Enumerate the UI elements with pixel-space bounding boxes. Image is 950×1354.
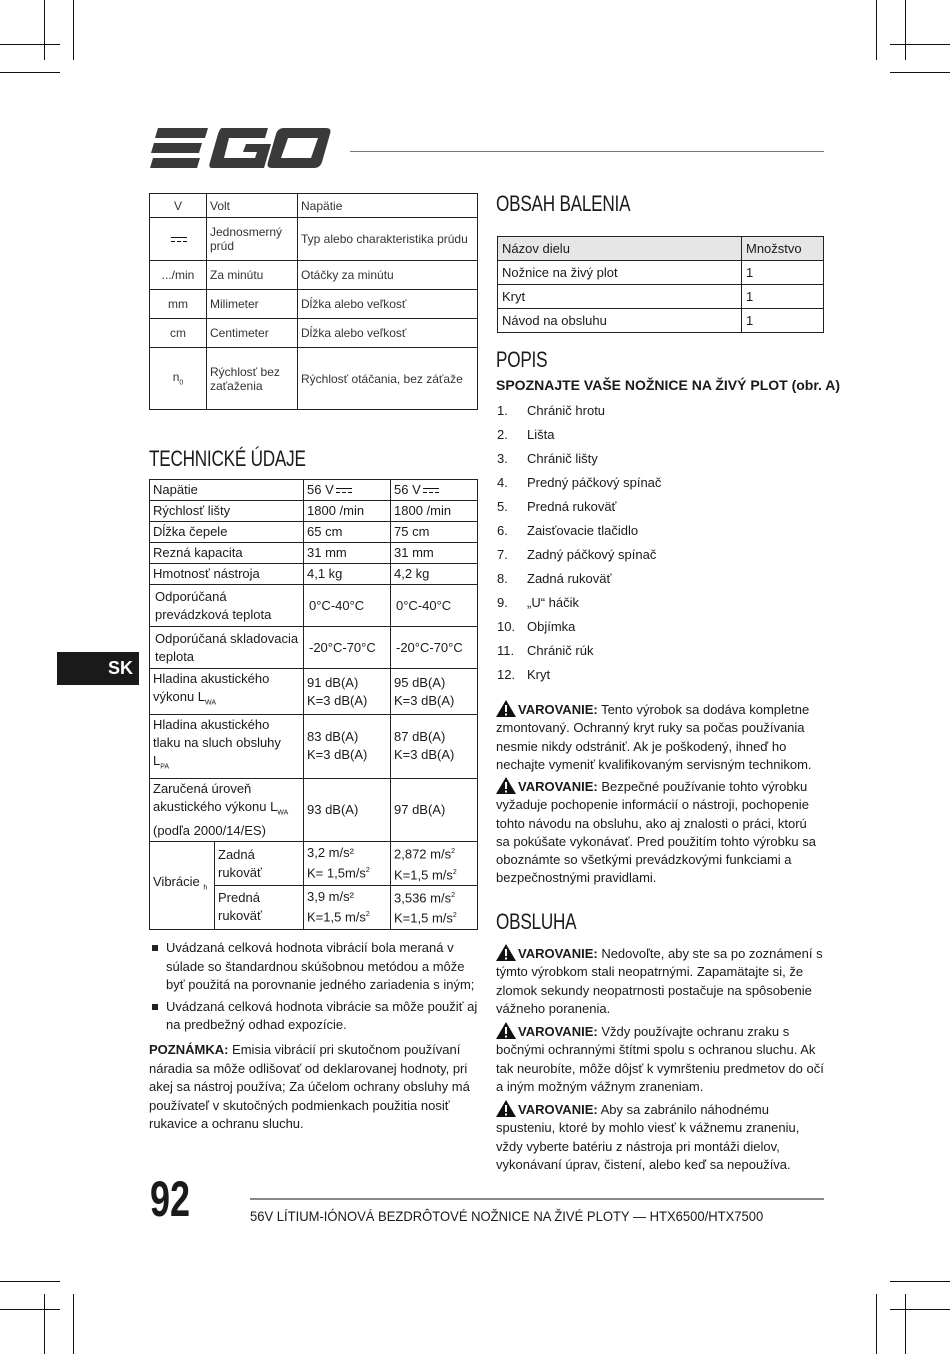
- meaning-cell: Dĺžka alebo veľkosť: [298, 319, 478, 348]
- label-sub: PA: [160, 763, 170, 771]
- warning-text: Tento výrobok sa dodáva kompletne zmontovaný. Ochranný kryt ruky sa počas používania nesmie nikdy odstrániť. Ak je poškodený, ihneď ho nechajte vymeniť kvalifikovaným servisným technikom.: [496, 702, 812, 772]
- specs-table: [149, 479, 478, 930]
- item-number: 3.: [497, 451, 508, 466]
- crop-mark: [73, 0, 74, 60]
- item-label: Lišta: [527, 427, 555, 442]
- term-cell: Jednosmerný prúd: [207, 218, 298, 261]
- part-name: Nožnice na živý plot: [498, 261, 742, 285]
- item-label: Predná rukoväť: [527, 499, 617, 514]
- item-label: Kryt: [527, 667, 551, 682]
- table-row: [150, 194, 478, 218]
- value-line: 87 dB(A): [394, 729, 446, 745]
- meaning-cell: Napätie: [298, 194, 478, 218]
- part-qty: 1: [742, 285, 824, 309]
- item-number: 12.: [497, 667, 516, 682]
- table-row: [498, 309, 824, 333]
- value-line: 3,2 m/s²: [307, 845, 354, 861]
- list-item: [497, 570, 661, 594]
- item-number: 10.: [497, 619, 516, 634]
- value-line: K=3 dB(A): [307, 692, 368, 708]
- warning-paragraph: [496, 1022, 824, 1096]
- parts-list: [497, 402, 661, 690]
- spec-value-a: [304, 480, 391, 501]
- list-item: [497, 594, 661, 618]
- list-item: [497, 618, 661, 642]
- spec-value-b: [391, 715, 478, 779]
- table-header-row: [498, 237, 824, 261]
- symbol-cell: mm: [150, 290, 207, 319]
- list-item: [497, 666, 661, 690]
- spec-value-b: 0°C-40°C: [391, 585, 478, 627]
- spec-label: Napätie: [150, 480, 304, 501]
- item-number: 5.: [497, 499, 508, 514]
- warning-label: VAROVANIE:: [518, 1024, 598, 1039]
- spec-value-a: 1800 /min: [304, 501, 391, 522]
- warning-icon: [496, 777, 516, 794]
- item-number: 7.: [497, 547, 508, 562]
- unit-sup: 2: [365, 867, 370, 875]
- list-item: [497, 642, 661, 666]
- table-row: [150, 522, 478, 543]
- value-line: 95 dB(A): [394, 674, 446, 690]
- value-line: K=1,5 m/s: [307, 909, 366, 925]
- list-item: [497, 522, 661, 546]
- label-sub: WA: [277, 809, 289, 817]
- warning-text: Vždy používajte ochranu zraku s bočnými ochrannými štítmi spolu s ochranou sluchu. Ak tak neurobíte, môže dôjsť k vymršteniu predmetov do očí a iným možným vážnym zraneniam.: [496, 1024, 824, 1094]
- spec-label: [150, 669, 304, 715]
- rear-handle-label: Zadná rukoväť: [215, 842, 304, 886]
- spec-value-a: 93 dB(A): [304, 778, 391, 842]
- warning-icon: [496, 1022, 516, 1039]
- table-row: [150, 480, 478, 501]
- item-label: Zadná rukoväť: [527, 571, 612, 586]
- symbol-cell: .../min: [150, 261, 207, 290]
- spec-value-a: [304, 669, 391, 715]
- table-row: [150, 842, 478, 886]
- table-row: [498, 285, 824, 309]
- list-item: [497, 474, 661, 498]
- footer-text: 56V LÍTIUM-IÓNOVÁ BEZDRÔTOVÉ NOŽNICE NA ŽIVÉ PLOTY — HTX6500/HTX7500: [250, 1208, 764, 1224]
- language-tab: SK: [57, 652, 139, 685]
- table-row: [150, 669, 478, 715]
- header-rule: [350, 151, 824, 152]
- spec-label: Rýchlosť lišty: [150, 501, 304, 522]
- crop-mark: [890, 72, 950, 73]
- list-item: [497, 402, 661, 426]
- spec-label: [150, 778, 304, 842]
- crop-mark: [905, 0, 906, 60]
- spec-value-a: -20°C-70°C: [304, 627, 391, 669]
- item-label: Predný páčkový spínač: [527, 475, 662, 490]
- label-line: (podľa 2000/14/ES): [153, 823, 266, 839]
- table-row: [150, 501, 478, 522]
- list-item: [497, 546, 661, 570]
- description-subtitle: SPOZNAJTE VAŠE NOŽNICE NA ŽIVÝ PLOT (obr. A): [496, 377, 841, 393]
- list-item: [497, 498, 661, 522]
- spec-value-b: 31 mm: [391, 543, 478, 564]
- spec-value-b: [391, 480, 478, 501]
- meaning-cell: Rýchlosť otáčania, bez záťaže: [298, 348, 478, 410]
- page-number: 92: [150, 1171, 191, 1227]
- table-row: [150, 585, 478, 627]
- symbol-sub: 0: [179, 379, 184, 387]
- value-line: 2,872 m/s: [394, 846, 452, 862]
- symbol-text: n: [172, 370, 180, 385]
- spec-value-a: 4,1 kg: [304, 564, 391, 585]
- crop-mark: [890, 1281, 950, 1282]
- section-title-operation: OBSLUHA: [496, 909, 577, 934]
- spec-value-b: [391, 885, 478, 929]
- item-number: 9.: [497, 595, 508, 610]
- warning-label: VAROVANIE:: [518, 702, 598, 717]
- vibration-notes: [150, 939, 480, 1038]
- voltage-b: 56 V: [394, 482, 421, 497]
- section-title-contents: OBSAH BALENIA: [496, 191, 631, 216]
- unit-sup: 2: [365, 911, 370, 918]
- warning-text: Bezpečné používanie tohto výrobku vyžaduje pochopenie informácií o nástroji, pochopenie tohto návodu na obsluhu, ako aj znalosti o práci, ktorú sa pokúšate vykonávať. Pred použitím tohto výrobku sa oboznámte so všetkými prevádzkovými funkciami a bezpečnostnými pravidlami.: [496, 779, 816, 886]
- list-item: [497, 426, 661, 450]
- crop-mark: [0, 72, 60, 73]
- item-label: Zaisťovacie tlačidlo: [527, 523, 639, 538]
- meaning-cell: Typ alebo charakteristika prúdu: [298, 218, 478, 261]
- warning-icon: [496, 1100, 516, 1117]
- part-qty: 1: [742, 309, 824, 333]
- item-number: 8.: [497, 571, 508, 586]
- value-line: K=1,5 m/s: [394, 866, 453, 882]
- section-title-description: POPIS: [496, 347, 548, 372]
- label-sub: h: [203, 884, 208, 892]
- crop-mark: [44, 0, 45, 60]
- value-line: 91 dB(A): [307, 674, 359, 690]
- table-row: [150, 715, 478, 779]
- symbol-cell: [150, 348, 207, 410]
- term-cell: Za minútu: [207, 261, 298, 290]
- column-header: Množstvo: [742, 237, 824, 261]
- warning-label: VAROVANIE:: [518, 946, 598, 961]
- table-row: [150, 218, 478, 261]
- meaning-cell: Otáčky za minútu: [298, 261, 478, 290]
- item-label: „U“ háčik: [527, 595, 580, 610]
- warning-paragraph: [496, 1100, 824, 1174]
- front-handle-label: Predná rukoväť: [215, 885, 304, 929]
- spec-value-b: 4,2 kg: [391, 564, 478, 585]
- list-item: Uvádzaná celková hodnota vibrácií bola meraná v súlade so štandardnou skúšobnou metódou a môže byť použitá na porovnanie jedného zariadenia s iným;: [150, 939, 480, 995]
- table-row: [498, 261, 824, 285]
- value-line: K=3 dB(A): [394, 747, 455, 763]
- spec-value-a: [304, 842, 391, 886]
- spec-value-b: 1800 /min: [391, 501, 478, 522]
- dc-symbol-icon: [423, 487, 439, 495]
- item-label: Chránič rúk: [527, 643, 594, 658]
- item-label: Objímka: [527, 619, 576, 634]
- label-text: Hladina akustického tlaku na sluch obsluhy L: [153, 717, 281, 768]
- column-header: Názov dielu: [498, 237, 742, 261]
- spec-label: Odporúčaná prevádzková teplota: [150, 585, 304, 627]
- warning-icon: [496, 700, 516, 717]
- spec-label: Odporúčaná skladovacia teplota: [150, 627, 304, 669]
- item-number: 1.: [497, 403, 508, 418]
- crop-mark: [44, 1294, 45, 1354]
- value-line: K= 1,5m/s: [307, 865, 366, 881]
- warning-label: VAROVANIE:: [518, 1102, 598, 1117]
- spec-value-a: 65 cm: [304, 522, 391, 543]
- spec-value-a: [304, 715, 391, 779]
- spec-value-b: [391, 842, 478, 886]
- spec-value-b: -20°C-70°C: [391, 627, 478, 669]
- note-paragraph: [149, 1041, 479, 1134]
- item-label: Chránič lišty: [527, 451, 598, 466]
- value-line: 83 dB(A): [307, 729, 359, 745]
- spec-value-a: [304, 885, 391, 929]
- label-sub: WA: [205, 699, 217, 707]
- meaning-cell: Dĺžka alebo veľkosť: [298, 290, 478, 319]
- label-text: Hladina akustického výkonu L: [153, 671, 270, 705]
- table-row: [150, 627, 478, 669]
- table-row: [150, 319, 478, 348]
- symbol-cell: V: [150, 194, 207, 218]
- part-qty: 1: [742, 261, 824, 285]
- warning-text: Aby sa zabránilo náhodnému spusteniu, ktoré by mohlo viesť k vážnemu zraneniu, vždy vyberte batériu z nástroja pri montáži dielov, vykonávaní úprav, čistení, alebo keď sa nepoužíva.: [496, 1102, 800, 1172]
- table-row: [150, 543, 478, 564]
- dc-symbol-icon: [336, 487, 352, 495]
- crop-mark: [876, 1294, 877, 1354]
- warning-paragraph: [496, 700, 824, 774]
- crop-mark: [890, 1309, 950, 1310]
- list-item: [497, 450, 661, 474]
- spec-label: Hmotnosť nástroja: [150, 564, 304, 585]
- unit-sup: 2: [451, 891, 455, 899]
- spec-label: [150, 715, 304, 779]
- label-text: Vibrácie: [153, 874, 200, 890]
- part-name: Kryt: [498, 285, 742, 309]
- crop-mark: [73, 1294, 74, 1354]
- note-text: Emisia vibrácií pri skutočnom používaní náradia sa môže odlišovať od deklarovanej hodnoty, pri akej sa nástroj používa; Za účelom ochrany obsluhy má používateľ v skutočných podmienkach použitia nosiť rukavice a ochranu sluchu.: [149, 1042, 470, 1131]
- unit-sup: 2: [451, 848, 455, 856]
- item-number: 4.: [497, 475, 508, 490]
- term-cell: Rýchlosť bez zaťaženia: [207, 348, 298, 410]
- voltage-a: 56 V: [307, 482, 334, 497]
- crop-mark: [876, 0, 877, 60]
- item-number: 6.: [497, 523, 508, 538]
- label-line: akustického výkonu L: [153, 798, 278, 814]
- item-number: 2.: [497, 427, 508, 442]
- value-line: 3,9 m/s²: [307, 889, 354, 904]
- symbols-table: [149, 193, 478, 410]
- spec-value-b: 97 dB(A): [391, 778, 478, 842]
- spec-value-b: 75 cm: [391, 522, 478, 543]
- unit-sup: 2: [452, 912, 457, 920]
- table-row: [150, 778, 478, 842]
- table-row: [150, 261, 478, 290]
- crop-mark: [0, 44, 60, 45]
- crop-mark: [905, 1294, 906, 1354]
- dc-symbol-icon: [171, 236, 187, 244]
- crop-mark: [0, 1309, 60, 1310]
- warning-label: VAROVANIE:: [518, 779, 598, 794]
- term-cell: Milimeter: [207, 290, 298, 319]
- table-row: [150, 290, 478, 319]
- item-label: Zadný páčkový spínač: [527, 547, 657, 562]
- unit-sup: 2: [452, 868, 457, 876]
- warning-paragraph: [496, 944, 824, 1018]
- spec-value-a: 31 mm: [304, 543, 391, 564]
- part-name: Návod na obsluhu: [498, 309, 742, 333]
- table-row: [150, 348, 478, 410]
- crop-mark: [0, 1281, 60, 1282]
- contents-table: [497, 236, 824, 333]
- note-label: POZNÁMKA:: [149, 1042, 229, 1057]
- spec-value-b: [391, 669, 478, 715]
- spec-value-a: 0°C-40°C: [304, 585, 391, 627]
- ego-logo: [150, 128, 332, 172]
- symbol-cell: cm: [150, 319, 207, 348]
- value-line: K=1,5 m/s: [394, 910, 453, 926]
- term-cell: Centimeter: [207, 319, 298, 348]
- value-line: 3,536 m/s: [394, 890, 452, 906]
- spec-label: Rezná kapacita: [150, 543, 304, 564]
- label-line: Zaručená úroveň: [153, 780, 252, 796]
- item-number: 11.: [497, 643, 515, 658]
- value-line: K=3 dB(A): [307, 747, 368, 763]
- item-label: Chránič hrotu: [527, 403, 606, 418]
- warning-paragraph: [496, 777, 824, 888]
- value-line: K=3 dB(A): [394, 692, 455, 708]
- warning-text: Nedovoľte, aby ste sa po zoznámení s týmto výrobkom stali neopatrnými. Zapamätajte si, že zlomok sekundy neopatrnosti postačuje na spôsobenie vážneho poranenia.: [496, 946, 823, 1016]
- term-cell: Volt: [207, 194, 298, 218]
- vibration-label: [150, 842, 215, 929]
- spec-label: Dĺžka čepele: [150, 522, 304, 543]
- warning-icon: [496, 944, 516, 961]
- list-item: Uvádzaná celková hodnota vibrácie sa môže použiť aj na predbežný odhad expozície.: [150, 998, 480, 1035]
- footer-rule: [250, 1198, 824, 1200]
- section-title-tech: TECHNICKÉ ÚDAJE: [149, 446, 306, 471]
- table-row: [150, 564, 478, 585]
- crop-mark: [890, 44, 950, 45]
- symbol-cell: [150, 218, 207, 261]
